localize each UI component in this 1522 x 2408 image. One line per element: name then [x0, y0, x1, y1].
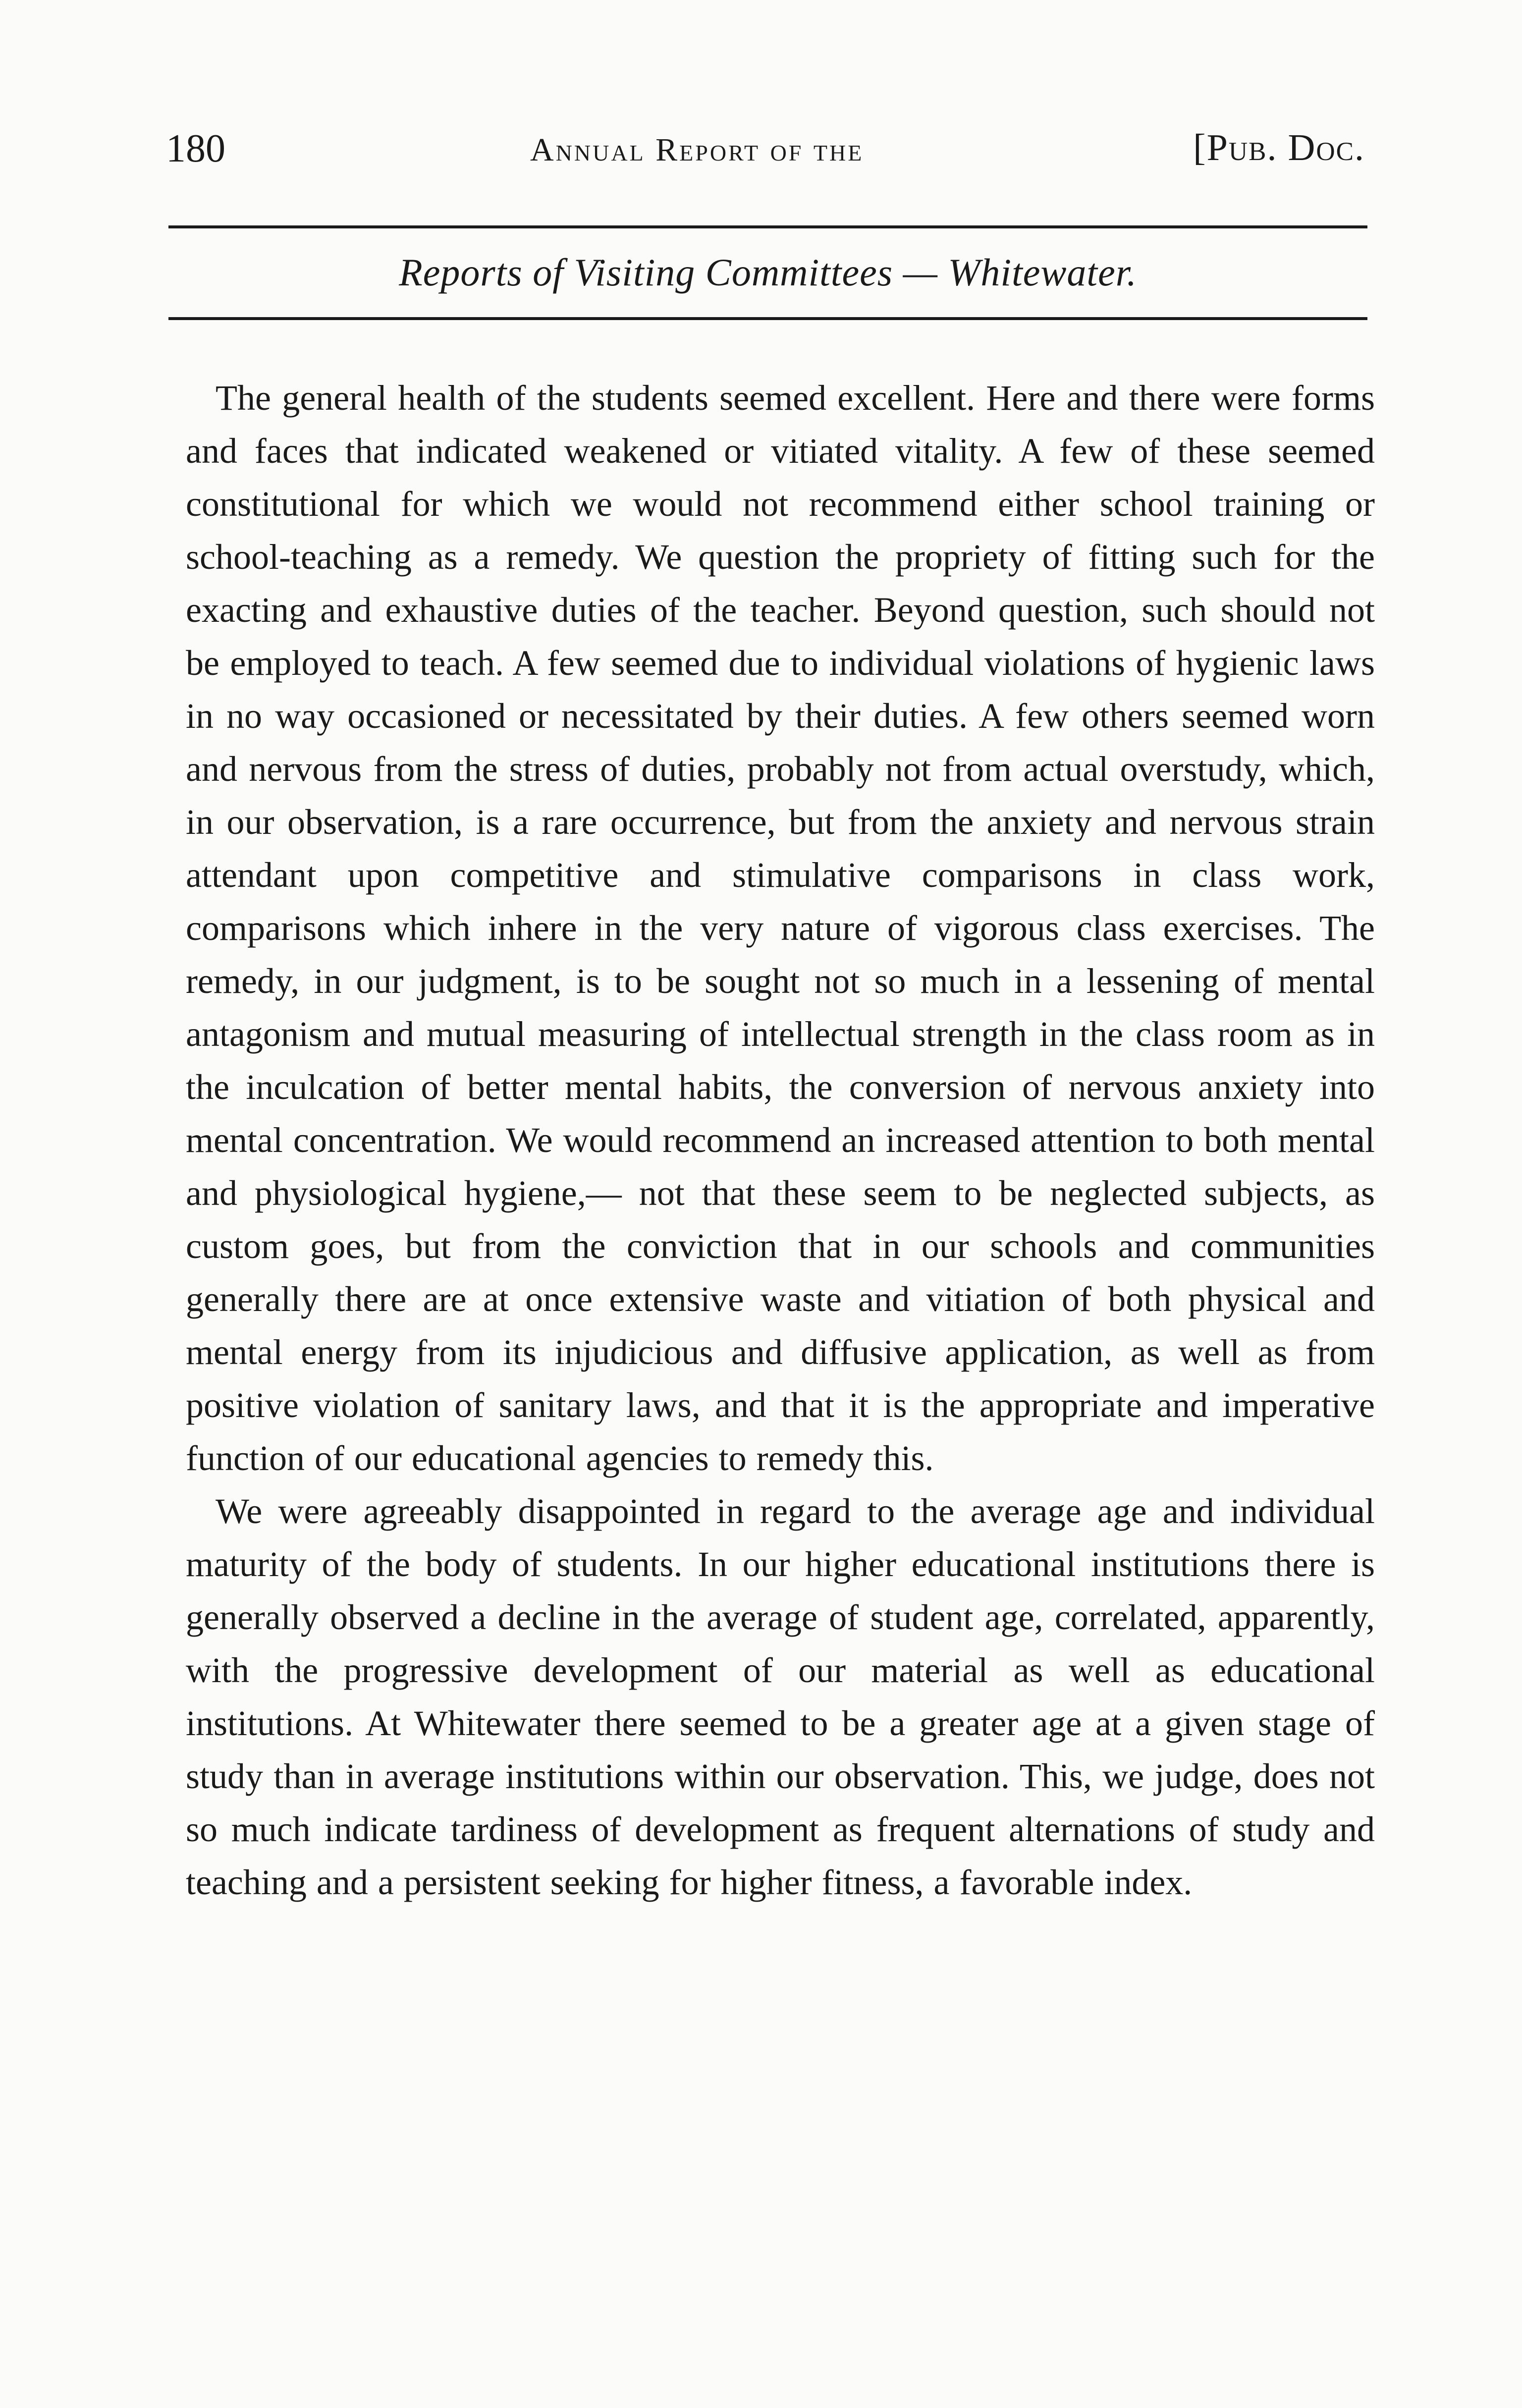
- section-heading: Reports of Visiting Committees — Whitewater.: [399, 251, 1137, 294]
- paragraph: We were agreeably disappointed in regard to the average age and individual maturity of the body of students. In our higher educational institutions there is generally observed a decline in the average of student age, correlated, apparently, with the progressive development of our material as well as educational institutions. At Whitewater there seemed to be a greater age at a given stage of study than in average institutions within our observation. This, we judge, does not so much indicate tardiness of development as frequent alternations of study and teaching and a persistent seeking for higher fitness, a favorable index.: [186, 1491, 1375, 1902]
- body-text: [186, 372, 1375, 1909]
- document-label: [Pub. Doc.: [1193, 127, 1365, 168]
- page-number: 180: [166, 127, 225, 170]
- running-title: Annual Report of the: [530, 132, 864, 168]
- header-rule-top: [168, 225, 1367, 228]
- running-header: [166, 126, 1365, 181]
- header-rule-bottom: [168, 317, 1367, 320]
- paragraph: The general health of the students seemed excellent. Here and there were forms and faces that indicated weakened or vitiated vitality. A few of these seemed constitutional for which we would not recommend either school training or school-teaching as a remedy. We question the propriety of fitting such for the exacting and exhaustive duties of the teacher. Beyond question, such should not be employed to teach. A few seemed due to individual violations of hygienic laws in no way occasioned or necessitated by their duties. A few others seemed worn and nervous from the stress of duties, probably not from actual overstudy, which, in our observation, is a rare occurrence, but from the anxiety and nervous strain attendant upon competitive and stimulative comparisons in class work, comparisons which inhere in the very nature of vigorous class exercises. The remedy, in our judgment, is to be sought not so much in a lessening of mental antagonism and mutual measuring of intellectual strength in the class room as in the inculcation of better mental habits, the conversion of nervous anxiety into mental concentration. We would recommend an increased attention to both mental and physiological hygiene,— not that these seem to be neglected subjects, as custom goes, but from the conviction that in our schools and communities generally there are at once extensive waste and vitiation of both physical and mental energy from its injudicious and diffusive application, as well as from positive violation of sanitary laws, and that it is the appropriate and imperative function of our educational agencies to remedy this.: [186, 378, 1375, 1478]
